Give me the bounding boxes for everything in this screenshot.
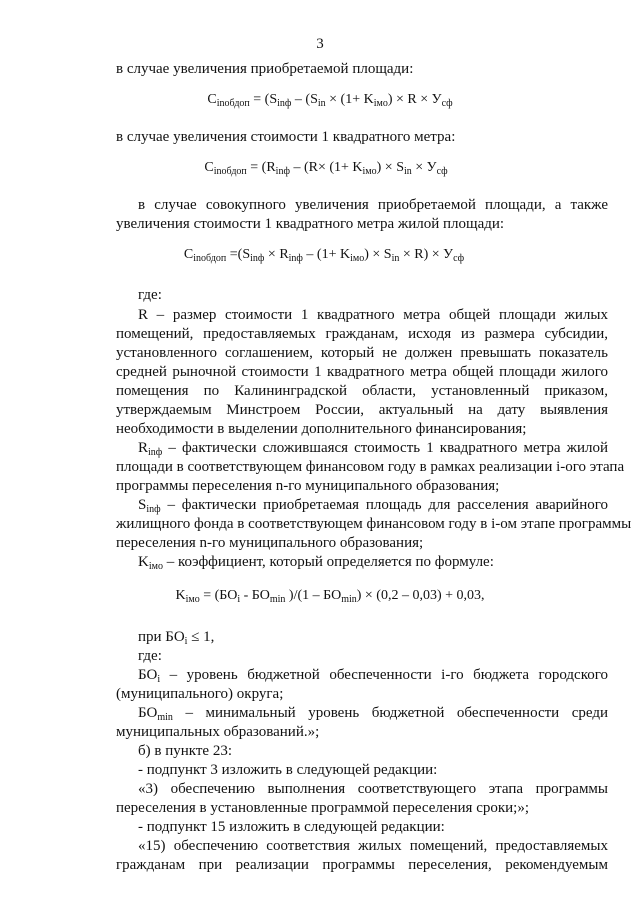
paragraph-line: переселения в установленные программой переселения сроки;»;	[116, 800, 530, 816]
paragraph-line: помещения по Калининградской области, установленный приказом,	[116, 383, 608, 399]
paragraph-line: жилищного фонда в соответствующем финансовом году в i-ом этапе программы	[116, 516, 632, 532]
paragraph-line: помещений, предоставляемых гражданам, исходя из размера субсидии,	[116, 326, 608, 342]
symbol-r-inf: $R_{inф}$	[138, 440, 163, 458]
paragraph-line: б) в пункте 23:	[138, 743, 232, 759]
paragraph-line: где:	[138, 648, 162, 664]
symbol-s-inf: $S_{inф}$	[138, 497, 161, 515]
paragraph-line: - подпункт 15 изложить в следующей редакции:	[138, 819, 445, 835]
symbol-k-imo: $K_{iмо}$	[138, 554, 163, 572]
definition-bo-i: $БО_i$ – уровень бюджетной обеспеченности i-го бюджета городского	[138, 667, 608, 685]
paragraph-line: где:	[138, 287, 162, 303]
paragraph-line: переселения n-го муниципального образования;	[116, 535, 424, 551]
paragraph-line: установленного соглашением, который не должен превышать показатель	[116, 345, 608, 361]
paragraph-line: R – размер стоимости 1 квадратного метра общей площади жилых	[138, 307, 608, 323]
paragraph-line: в случае увеличения стоимости 1 квадратного метра:	[116, 129, 456, 145]
formula-price-increase: $C_{inобдоп} = (R_{inф} - (R\times (1+ K_{iмо}) \times S_{in} \times У_{сф}$	[204, 160, 448, 177]
definition-r-inf: $R_{inф}$ – фактически сложившаяся стоимость 1 квадратного метра жилой	[138, 440, 608, 458]
paragraph-line: гражданам при реализации программы переселения, рекомендуемым	[116, 857, 608, 873]
paragraph-line: «15) обеспечению соответствия жилых помещений, предоставляемых	[138, 838, 608, 854]
paragraph-line: «3) обеспечению выполнения соответствующего этапа программы	[138, 781, 608, 797]
paragraph-line: увеличения стоимости 1 квадратного метра жилой площади:	[116, 216, 505, 232]
definition-bo-min: $БО_{min}$ – минимальный уровень бюджетной обеспеченности среди	[138, 705, 608, 723]
paragraph-line: программы переселения n-го муниципального образования;	[116, 478, 500, 494]
formula-area-increase: $C_{inобдоп} = (S_{inф} - (S_{in} \times (1+ K_{iмо}) \times R \times У_{сф}$	[207, 92, 453, 109]
formula-combined-increase: $C_{inобдоп} =(S_{inф} \times R_{inф} - (1+ K_{iмо}) \times S_{in} \times R) \times У_{сф}$	[183, 247, 465, 264]
paragraph-line: средней рыночной стоимости 1 квадратного метра общей площади жилого	[116, 364, 608, 380]
paragraph-line: необходимости в выделении дополнительного финансирования;	[116, 421, 527, 437]
page-number: 3	[316, 36, 324, 52]
symbol-bo-min: $БО_{min}$	[138, 705, 173, 723]
symbol-bo-i: $БО_i$	[138, 667, 161, 685]
paragraph-line: площади в соответствующем финансовом году в рамках реализации i-ого этапа	[116, 459, 625, 475]
paragraph-line: - подпункт 3 изложить в следующей редакции:	[138, 762, 438, 778]
formula-coefficient: $K_{iмо} = (БО_i - БО_{min}$ )$/(1 - БО_{min}) \times (0,2 - 0,03) + 0,03$,	[175, 588, 485, 605]
paragraph-line: муниципальных образований.»;	[116, 724, 320, 740]
definition-k-imo: $K_{iмо}$ – коэффициент, который определяется по формуле:	[138, 554, 494, 572]
paragraph-line: утверждаемым Минстроем России, актуальный на дату выявления	[116, 402, 608, 418]
definition-s-inf: $S_{inф}$ – фактически приобретаемая площадь для расселения аварийного	[138, 497, 609, 515]
paragraph-line: (муниципального) округа;	[116, 686, 284, 702]
paragraph-line: в случае увеличения приобретаемой площади:	[116, 61, 414, 77]
condition-line: при $БО_i \le 1$,	[138, 629, 215, 647]
paragraph-line: в случае совокупного увеличения приобретаемой площади, а также	[138, 197, 608, 213]
